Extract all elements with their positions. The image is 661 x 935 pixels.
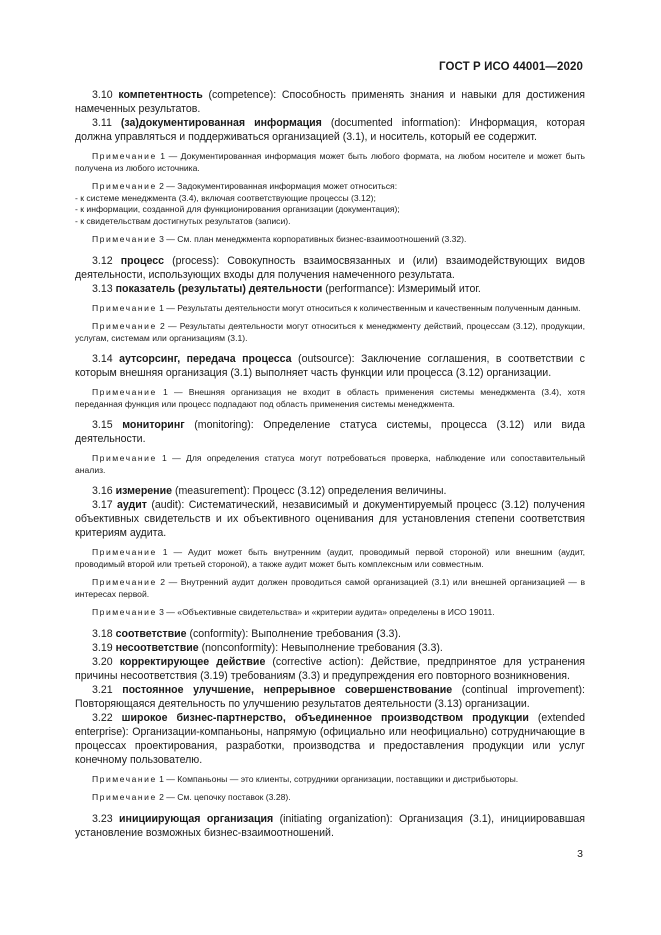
- note-3-15-1: Примечание 1 — Для определения статуса могут потребоваться проверка, наблюдение или сопоставительный анализ.: [75, 453, 585, 475]
- term-name: показатель (результаты) деятельности: [115, 282, 323, 295]
- note-list-item: - к системе менеджмента (3.4), включая соответствующие процессы (3.12);: [75, 192, 376, 203]
- term-3-17: 3.17 аудит (audit): Систематический, независимый и документируемый процесс (3.12) получения объективных свидетельств и их объективного оценивания для установления степени соответствия критериям аудита.: [75, 499, 585, 539]
- term-3-11: 3.11 (за)документированная информация (documented information): Информация, которая должна управляться и поддерживаться организацией (3.1), и носитель, который ее содержит.: [75, 117, 585, 143]
- note-3-11-3: Примечание 3 — См. план менеджмента корпоративных бизнес-взаимоотношений (3.32).: [92, 234, 467, 244]
- note-3-13-1: Примечание 1 — Результаты деятельности могут относиться к количественным и качественным полученным данным.: [92, 302, 581, 313]
- term-name: соответствие: [115, 627, 187, 640]
- note-3-13-2: Примечание 2 — Результаты деятельности могут относиться к менеджменту действий, процессам (3.12), продукции, услугам, системам или организациям (3.1).: [75, 321, 585, 343]
- term-3-14: 3.14 аутсорсинг, передача процесса (outsource): Заключение соглашения, в соответствии с которым внешняя организация (3.1) выполняет часть функции или процесса (3.12) организации.: [75, 353, 585, 379]
- term-3-20: 3.20 корректирующее действие (corrective action): Действие, предпринятое для устранения причины несоответствия (3.19) требованиям (3.3) и предупреждения его повторного возникновения.: [75, 655, 585, 682]
- note-3-22-2: Примечание 2 — См. цепочку поставок (3.28).: [92, 792, 291, 802]
- term-3-21: 3.21 постоянное улучшение, непрерывное совершенствование (continual improvement): Повторяющаяся деятельность по улучшению результатов деятельности (3.13) организации.: [75, 683, 585, 710]
- term-3-22: 3.22 широкое бизнес-партнерство, объединенное производством продукции (extended enterprise): Организации-компаньоны, напрямую (официально или неофициально) сотрудничающие в процессах проектирования, разработки, производства и предоставления продукции или услуг конечному пользователю.: [75, 711, 586, 766]
- note-3-14-1: Примечание 1 — Внешняя организация не входит в область применения системы менеджмента (3.4), хотя переданная функция или процесс подпадают под область применения системы менеджмента.: [75, 387, 586, 409]
- term-name: аутсорсинг, передача процесса: [119, 353, 292, 365]
- term-name: несоответствие: [115, 641, 199, 654]
- term-name: постоянное улучшение, непрерывное совершенствование: [122, 683, 453, 696]
- term-name: инициирующая организация: [119, 812, 274, 825]
- note-list-item: - к свидетельствам достигнутых результатов (записи).: [75, 215, 291, 226]
- term-name: процесс: [120, 254, 165, 267]
- terms-content: [75, 88, 585, 840]
- note-3-17-1: Примечание 1 — Аудит может быть внутренним (аудит, проводимый первой стороной) или внешним (аудит, проводимый второй или третьей стороной), а также аудит может быть комплексным или совместным.: [75, 547, 585, 569]
- term-name: компетентность: [118, 89, 203, 101]
- term-3-18: 3.18 соответствие (conformity): Выполнение требования (3.3).: [92, 627, 401, 640]
- term-3-10: 3.10 компетентность (competence): Способность применять знания и навыки для достижения намеченных результатов.: [75, 89, 585, 115]
- term-3-23: 3.23 инициирующая организация (initiating organization): Организация (3.1), инициировавшая установление возможных бизнес-взаимоотношений.: [75, 812, 585, 839]
- term-name: мониторинг: [122, 419, 185, 431]
- term-3-16: 3.16 измерение (measurement): Процесс (3.12) определения величины.: [92, 485, 447, 497]
- term-3-12: 3.12 процесс (process): Совокупность взаимосвязанных и (или) взаимодействующих видов деятельности, использующих входы для получения намеченного результата.: [75, 254, 585, 281]
- term-3-15: 3.15 мониторинг (monitoring): Определение статуса системы, процесса (3.12) или вида деятельности.: [75, 419, 585, 445]
- term-name: корректирующее действие: [119, 655, 266, 668]
- term-3-19: 3.19 несоответствие (nonconformity): Невыполнение требования (3.3).: [92, 641, 443, 654]
- note-3-17-3: Примечание 3 — «Объективные свидетельства» и «критерии аудита» определены в ИСО 19011.: [92, 607, 495, 617]
- note-3-17-2: Примечание 2 — Внутренний аудит должен проводиться самой организацией (3.1) или внешней организацией — в интересах первой.: [75, 577, 586, 599]
- note-3-22-1: Примечание 1 — Компаньоны — это клиенты, сотрудники организации, поставщики и дистрибьюторы.: [92, 773, 519, 784]
- term-name: широкое бизнес-партнерство, объединенное производством продукции: [121, 711, 529, 724]
- document-id: ГОСТ Р ИСО 44001—2020: [438, 61, 583, 73]
- term-name: (за)документированная информация: [120, 117, 322, 129]
- term-name: аудит: [117, 499, 147, 511]
- term-3-13: 3.13 показатель (результаты) деятельности (performance): Измеримый итог.: [92, 282, 481, 295]
- note-list-item: - к информации, созданной для функционирования организации (документация);: [75, 204, 400, 214]
- note-3-11-1: Примечание 1 — Документированная информация может быть любого формата, на любом носителе и может быть получена из любого источника.: [75, 151, 585, 173]
- page-number: 3: [577, 848, 583, 860]
- note-3-11-2: Примечание 2 — Задокументированная информация может относиться:: [92, 181, 398, 191]
- term-name: измерение: [115, 485, 172, 497]
